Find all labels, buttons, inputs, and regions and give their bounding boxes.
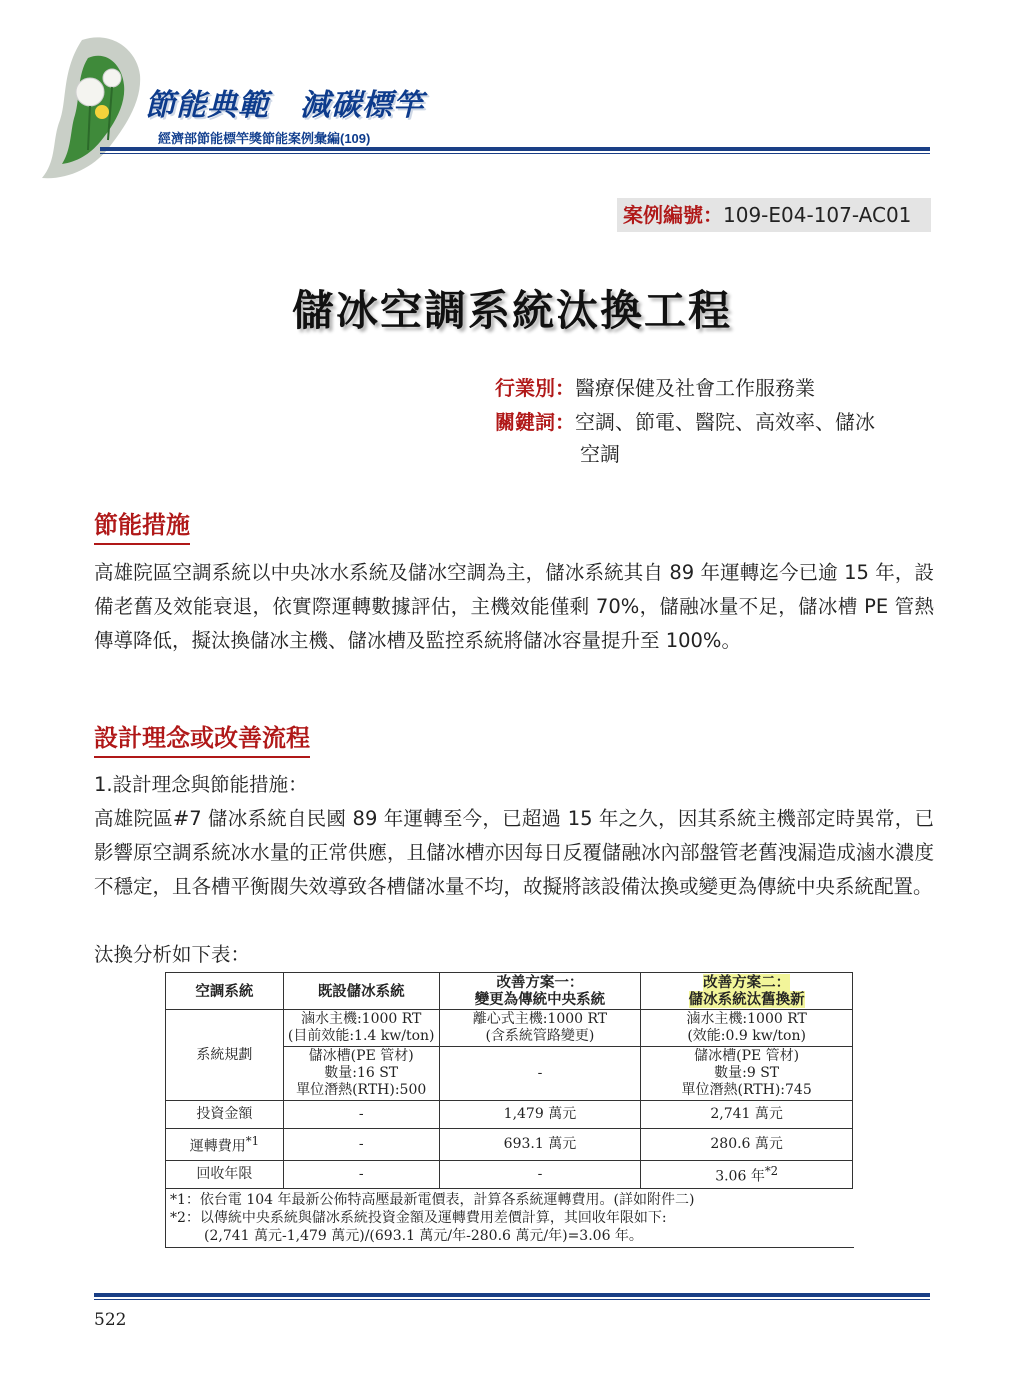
design-concept-item: 1.設計理念與節能措施： <box>94 773 308 796</box>
table-header-cell: 改善方案一： 變更為傳統中央系統 <box>439 973 641 1010</box>
table-cell: - <box>283 1161 439 1189</box>
table-row-label: 回收年限 <box>166 1161 284 1189</box>
meta-keywords <box>495 406 875 438</box>
table-cell: 693.1 萬元 <box>439 1129 641 1161</box>
meta-industry <box>495 372 815 404</box>
design-concept-body: 高雄院區#7 儲冰系統自民國 89 年運轉至今，已超過 15 年之久，因其系統主機部定時異常，已影響原空調系統冰水量的正常供應，且儲冰槽亦因每日反覆儲融冰內部盤管老舊洩漏造成滷水濃度不穩定，且各槽平衡閥失效導致各槽儲冰量不均，故擬將該設備汰換或變更為傳統中央系統配置。 <box>94 807 934 898</box>
keywords-value: 空調、節電、醫院、高效率、儲冰 <box>575 410 875 434</box>
table-cell: 儲冰槽(PE 管材) 數量:16 ST 單位潛熱(RTH):500 <box>283 1047 439 1101</box>
table-cell: 3.06 年$^{*2}$ <box>641 1161 853 1189</box>
table-header-cell: 既設儲冰系統 <box>283 973 439 1010</box>
comparison-table <box>165 972 853 1189</box>
keywords-label: 關鍵詞： <box>495 410 575 434</box>
footer-rule <box>94 1293 930 1297</box>
table-cell: 滷水主機:1000 RT (效能:0.9 kw/ton) <box>641 1010 853 1047</box>
section-heading-energy-measures: 節能措施 <box>94 505 190 545</box>
case-number-box <box>617 198 931 232</box>
table-notes <box>165 1189 854 1248</box>
table-cell: 滷水主機:1000 RT (目前效能:1.4 kw/ton) <box>283 1010 439 1047</box>
header-title: 節能典範 減碳標竿 <box>145 88 424 123</box>
table-note-2: *2：以傳統中央系統與儲冰系統投資金額及運轉費用差價計算，其回收年限如下: <box>170 1210 667 1226</box>
table-cell: 儲冰槽(PE 管材) 數量:9 ST 單位潛熱(RTH):745 <box>641 1047 853 1101</box>
table-cell: 2,741 萬元 <box>641 1101 853 1129</box>
table-cell: - <box>439 1047 641 1101</box>
table-cell: - <box>439 1161 641 1189</box>
table-cell: 280.6 萬元 <box>641 1129 853 1161</box>
header-rule-thin <box>100 153 930 154</box>
header-rule <box>100 147 930 151</box>
table-cell: 1,479 萬元 <box>439 1101 641 1129</box>
table-row-label: 運轉費用$^{*1}$ <box>166 1129 284 1161</box>
table-note-1: *1：依台電 104 年最新公佈特高壓最新電價表，計算各系統運轉費用。(詳如附件二) <box>170 1192 695 1208</box>
footer-rule-thin <box>94 1299 930 1300</box>
keywords-value-continued: 空調 <box>580 442 620 466</box>
section-heading-design-concept: 設計理念或改善流程 <box>94 718 310 758</box>
table-cell: 離心式主機:1000 RT (含系統管路變更) <box>439 1010 641 1047</box>
header-subtitle: 經濟部節能標竿獎節能案例彙編(109) <box>158 131 371 146</box>
table-row <box>166 1101 853 1129</box>
document-title: 儲冰空調系統汰換工程 <box>291 286 732 335</box>
table-row-label: 系統規劃 <box>166 1010 284 1101</box>
case-number-value: 109-E04-107-AC01 <box>723 203 912 227</box>
industry-label: 行業別： <box>495 376 575 400</box>
section-body-energy-measures: 高雄院區空調系統以中央冰水系統及儲冰空調為主，儲冰系統其自 89 年運轉迄今已逾 15 年，設備老舊及效能衰退，依實際運轉數據評估，主機效能僅剩 70%，儲融冰量不足，儲冰槽 PE 管熱傳導降低，擬汰換儲冰主機、儲冰槽及監控系統將儲冰容量提升至 100%。 <box>94 561 934 652</box>
table-header-cell-highlighted: 改善方案二： 儲冰系統汰舊換新 <box>641 973 853 1010</box>
table-header-cell: 空調系統 <box>166 973 284 1010</box>
table-intro: 汰換分析如下表： <box>94 943 251 966</box>
table-cell: - <box>283 1101 439 1129</box>
table-row <box>166 1010 853 1047</box>
comparison-table-image <box>165 972 855 1248</box>
table-row <box>166 1129 853 1161</box>
table-row <box>166 1161 853 1189</box>
table-cell: - <box>283 1129 439 1161</box>
case-number-label: 案例編號： <box>623 203 723 227</box>
table-row-label: 投資金額 <box>166 1101 284 1129</box>
table-header-row <box>166 973 853 1010</box>
industry-value: 醫療保健及社會工作服務業 <box>575 376 815 400</box>
table-note-3: (2,741 萬元-1,479 萬元)/(693.1 萬元/年-280.6 萬元/年)=3.06 年。 <box>204 1228 643 1244</box>
page-number: 522 <box>94 1310 127 1330</box>
